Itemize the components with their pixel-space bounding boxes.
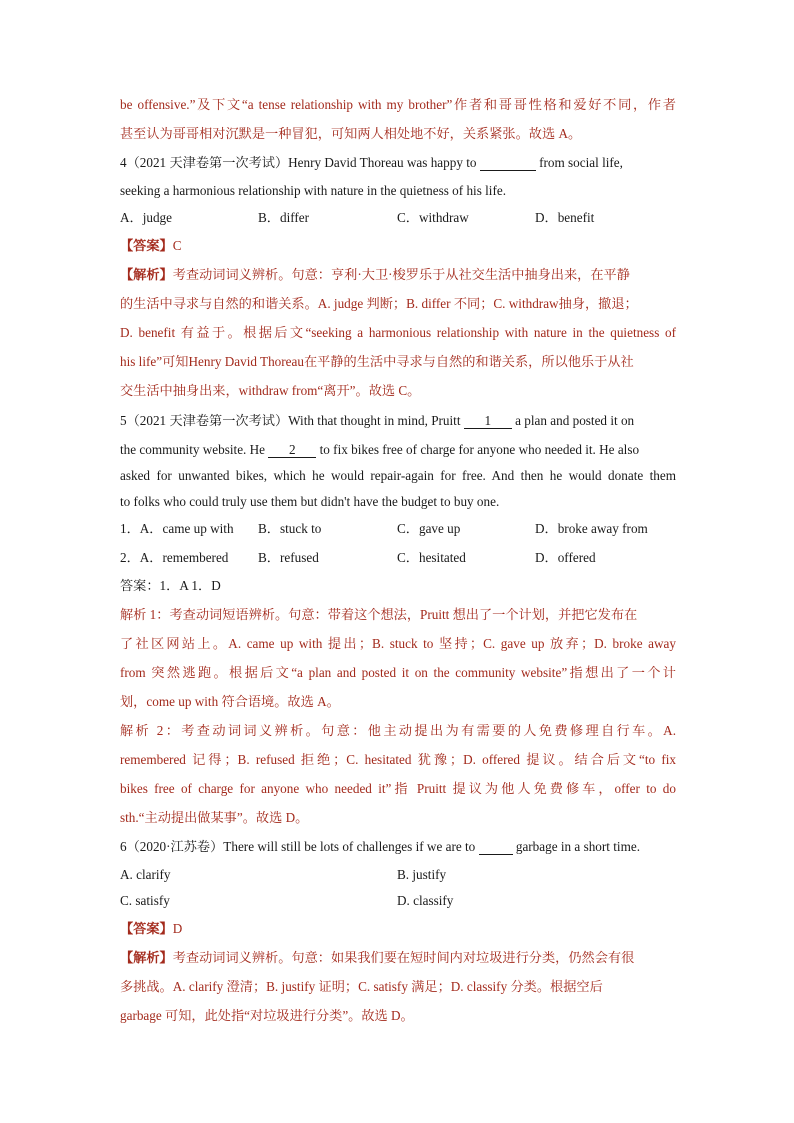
q5-1-option-d: D．broke away from bbox=[535, 521, 648, 536]
q4-analysis-line-5: 交生活中抽身出来，withdraw from“离开”。故选 C。 bbox=[120, 383, 421, 398]
q5-analysis1-line-4: 划，come up with 符合语境。故选 A。 bbox=[120, 694, 340, 709]
q4-option-b: B．differ bbox=[258, 210, 310, 225]
q6-stem-part-a: 6（2020·江苏卷）There will still be lots of challenges if we are to bbox=[120, 839, 476, 854]
q5-2-option-c: C．hesitated bbox=[397, 550, 466, 565]
q5-analysis2-line-1: 解析 2：考查动词词义辨析。句意：他主动提出为有需要的人免费修理自行车。A. bbox=[120, 723, 676, 738]
q5-1-option-b: B．stuck to bbox=[258, 521, 322, 536]
q6-analysis-line-2: 多挑战。A. clarify 澄清；B. justify 证明；C. satisfy 满足；D. classify 分类。根据空后 bbox=[120, 979, 603, 994]
q6-option-c: C. satisfy bbox=[120, 893, 170, 908]
q5-analysis1-line-3: from 突然逃跑。根据后文“a plan and posted it on the community website”指想出了一个计 bbox=[120, 665, 676, 680]
q6-analysis-tag: 【解析】 bbox=[120, 950, 173, 965]
q6-answer-tag: 【答案】 bbox=[120, 921, 173, 936]
q5-analysis1-line-2: 了社区网站上。A. came up with 提出；B. stuck to 坚持；C. gave up 放弃；D. broke away bbox=[120, 636, 676, 651]
q5-2-option-d: D．offered bbox=[535, 550, 596, 565]
q4-option-a: A．judge bbox=[120, 210, 173, 225]
q4-answer bbox=[120, 236, 676, 256]
q4-stem-line-2: seeking a harmonious relationship with nature in the quietness of his life. bbox=[120, 183, 507, 198]
q4-analysis-line-2: 的生活中寻求与自然的和谐关系。A. judge 判断；B. differ 不同；C. withdraw抽身，撤退； bbox=[120, 296, 638, 311]
q4-stem-part-a: 4（2021 天津卷第一次考试）Henry David Thoreau was happy to bbox=[120, 155, 477, 170]
q5-stem-line-4: to folks who could truly use them but didn't have the budget to buy one. bbox=[120, 494, 500, 509]
q5-1-option-c: C．gave up bbox=[397, 521, 461, 536]
q4-analysis-tag: 【解析】 bbox=[120, 267, 173, 282]
prev-analysis-line-1: be offensive.”及下文“a tense relationship with my brother”作者和哥哥性格和爱好不同，作者 bbox=[120, 97, 676, 112]
q5-analysis2-line-3: bikes free of charge for anyone who needed it”指 Pruitt 提议为他人免费修车，offer to do bbox=[120, 781, 676, 796]
q5-stem-line-3: asked for unwanted bikes, which he would repair-again for free. And then he would donate them bbox=[120, 468, 676, 483]
q5-analysis1-line-1: 解析 1：考查动词短语辨析。句意：带着这个想法，Pruitt 想出了一个计划，并把它发布在 bbox=[120, 607, 638, 622]
q6-stem-part-b: garbage in a short time. bbox=[515, 839, 640, 854]
q5-1-option-a: 1．A．came up with bbox=[120, 521, 234, 536]
q5-stem-1b: a plan and posted it on bbox=[515, 413, 635, 428]
q4-option-c: C．withdraw bbox=[397, 210, 469, 225]
q4-analysis-line-1 bbox=[120, 265, 676, 285]
q6-answer bbox=[120, 919, 676, 939]
q4-stem-line-1 bbox=[120, 153, 676, 173]
q5-blank-1: 1 bbox=[464, 414, 512, 429]
q4-answer-tag: 【答案】 bbox=[120, 238, 173, 253]
q6-option-a: A. clarify bbox=[120, 867, 171, 882]
q5-analysis2-line-4: sth.“主动提出做某事”。故选 D。 bbox=[120, 810, 309, 825]
q4-analysis-line-4: his life”可知Henry David Thoreau在平静的生活中寻求与自然的和谐关系，所以他乐于从社 bbox=[120, 354, 634, 369]
q4-answer-value: C bbox=[172, 238, 182, 253]
q5-blank-2: 2 bbox=[268, 443, 316, 458]
q4-stem-part-b: from social life, bbox=[539, 155, 623, 170]
q5-2-option-b: B．refused bbox=[258, 550, 319, 565]
q5-analysis2-line-2: remembered 记得；B. refused 拒绝；C. hesitated 犹豫；D. offered 提议。结合后文“to fix bbox=[120, 752, 676, 767]
q4-analysis-line-3: D. benefit 有益于。根据后文“seeking a harmonious relationship with nature in the quietness of bbox=[120, 325, 676, 340]
q5-stem-line-1 bbox=[120, 411, 676, 431]
q5-stem-2a: the community website. He bbox=[120, 442, 266, 457]
q6-option-b: B. justify bbox=[397, 867, 447, 882]
q6-analysis-line-1 bbox=[120, 948, 676, 968]
q5-stem-line-2 bbox=[120, 440, 676, 460]
q5-2-option-a: 2．A．remembered bbox=[120, 550, 229, 565]
q5-stem-2b: to fix bikes free of charge for anyone who needed it. He also bbox=[319, 442, 640, 457]
q6-answer-value: D bbox=[172, 921, 183, 936]
q5-stem-1a: 5（2021 天津卷第一次考试）With that thought in mind, Pruitt bbox=[120, 413, 461, 428]
q4-blank bbox=[480, 156, 536, 171]
q6-option-d: D. classify bbox=[397, 893, 454, 908]
q6-analysis-line-3: garbage 可知，此处指“对垃圾进行分类”。故选 D。 bbox=[120, 1008, 414, 1023]
q6-stem bbox=[120, 837, 676, 857]
prev-analysis-line-2: 甚至认为哥哥相对沉默是一种冒犯，可知两人相处地不好，关系紧张。故选 A。 bbox=[120, 126, 582, 141]
q5-answer: 答案：1．A 1．D bbox=[120, 578, 221, 593]
q6-analysis-text-1: 考查动词词义辨析。句意：如果我们要在短时间内对垃圾进行分类，仍然会有很 bbox=[172, 950, 635, 965]
q4-analysis-text-1: 考查动词词义辨析。句意：亨利·大卫·梭罗乐于从社交生活中抽身出来，在平静 bbox=[172, 267, 630, 282]
q6-blank bbox=[479, 840, 513, 855]
q4-option-d: D．benefit bbox=[535, 210, 595, 225]
